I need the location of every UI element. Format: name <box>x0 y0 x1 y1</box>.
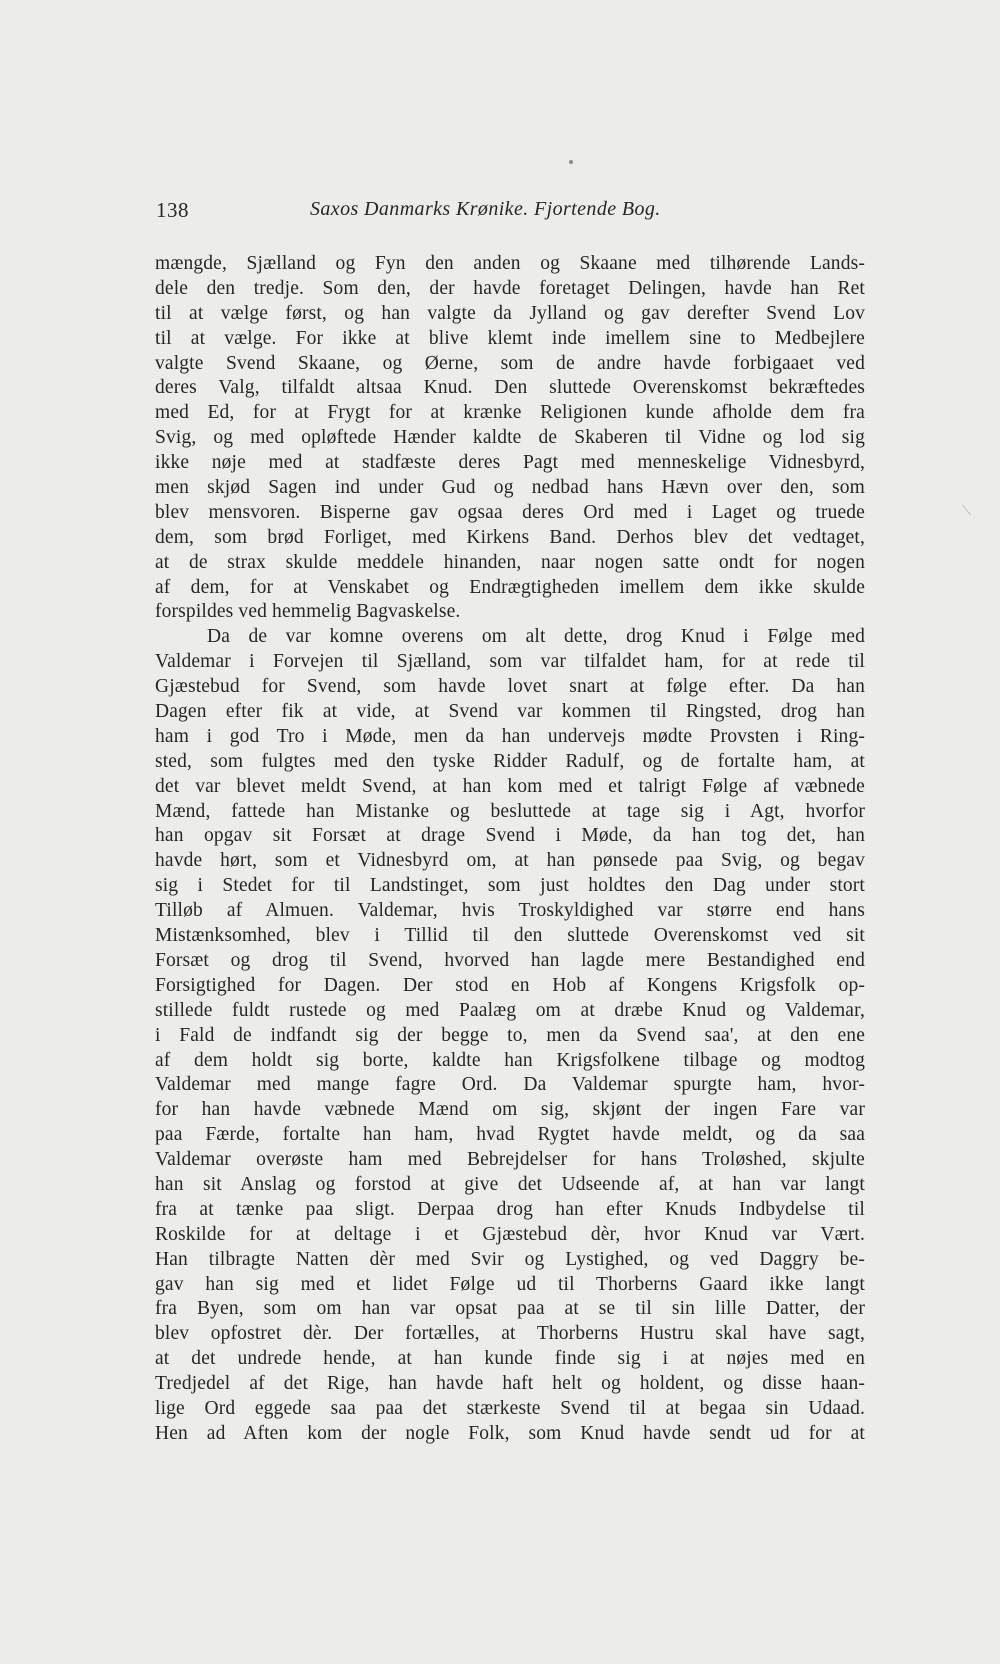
text-line: for han havde væbnede Mænd om sig, skjønt der ingen Fare var <box>155 1099 865 1121</box>
page-header <box>156 198 716 232</box>
paragraph-end-line: forspildes ved hemmelig Bagvaskelse. <box>155 601 461 623</box>
text-line: dele den tredje. Som den, der havde foretaget Delingen, havde han Ret <box>155 277 865 299</box>
text-line: at de strax skulde meddele hinanden, naar nogen satte ondt for nogen <box>155 551 865 573</box>
text-line: Mænd, fattede han Mistanke og besluttede at tage sig i Agt, hvorfor <box>155 800 865 822</box>
text-line: Gjæstebud for Svend, som havde lovet snart at følge efter. Da han <box>155 676 865 698</box>
text-line: sig i Stedet for til Landstinget, som just holdtes den Dag under stort <box>155 875 865 897</box>
text-line: gav han sig med et lidet Følge ud til Thorberns Gaard ikke langt <box>155 1273 865 1295</box>
text-line: Valdemar med mange fagre Ord. Da Valdemar spurgte ham, hvor- <box>155 1074 865 1096</box>
text-line: Tilløb af Almuen. Valdemar, hvis Troskyldighed var større end hans <box>155 900 865 922</box>
text-line: til at vælge først, og han valgte da Jylland og gav derefter Svend Lov <box>155 302 865 324</box>
text-line: Valdemar i Forvejen til Sjælland, som var tilfaldet ham, for at rede til <box>155 651 865 673</box>
text-line: lige Ord eggede saa paa det stærkeste Svend til at begaa sin Udaad. <box>155 1397 865 1419</box>
text-line: deres Valg, tilfaldt altsaa Knud. Den sluttede Overenskomst bekræftedes <box>155 377 865 399</box>
text-line: Forsigtighed for Dagen. Der stod en Hob af Kongens Krigsfolk op- <box>155 974 865 996</box>
text-line: valgte Svend Skaane, og Øerne, som de andre havde forbigaaet ved <box>155 352 865 374</box>
running-head: Saxos Danmarks Krønike. Fjortende Bog. <box>310 198 661 220</box>
text-line: Forsæt og drog til Svend, hvorved han lagde mere Bestandighed end <box>155 949 865 971</box>
text-line: det var blevet meldt Svend, at han kom med et talrigt Følge af væbnede <box>155 775 865 797</box>
text-line: havde hørt, som et Vidnesbyrd om, at han pønsede paa Svig, og begav <box>155 850 865 872</box>
text-line: med Ed, for at Frygt for at krænke Religionen kunde afholde dem fra <box>155 402 865 424</box>
text-line: fra at tænke paa sligt. Derpaa drog han efter Knuds Indbydelse til <box>155 1198 865 1220</box>
page-number: 138 <box>156 198 189 222</box>
text-line: Roskilde for at deltage i et Gjæstebud dèr, hvor Knud var Vært. <box>155 1223 865 1245</box>
text-line: dem, som brød Forliget, med Kirkens Band. Derhos blev det vedtaget, <box>155 526 865 548</box>
text-line: Hen ad Aften kom der nogle Folk, som Knud havde sendt ud for at <box>155 1422 865 1444</box>
text-line: Mistænksomhed, blev i Tillid til den sluttede Overenskomst ved sit <box>155 925 865 947</box>
text-line: Dagen efter fik at vide, at Svend var kommen til Ringsted, drog han <box>155 701 865 723</box>
text-line: mængde, Sjælland og Fyn den anden og Skaane med tilhørende Lands- <box>155 253 865 274</box>
text-line: til at vælge. For ikke at blive klemt inde imellem sine to Medbejlere <box>155 327 865 349</box>
ink-speck <box>569 160 573 164</box>
text-line: fra Byen, som om han var opsat paa at se til sin lille Datter, der <box>155 1298 865 1320</box>
text-line: blev opfostret dèr. Der fortælles, at Thorberns Hustru skal have sagt, <box>155 1323 865 1345</box>
text-line: Svig, og med opløftede Hænder kaldte de Skaberen til Vidne og lod sig <box>155 427 865 449</box>
text-line: i Fald de indfandt sig der begge to, men da Svend saa', at den ene <box>155 1024 865 1046</box>
text-line: af dem, for at Venskabet og Endrægtigheden imellem dem ikke skulde <box>155 576 865 598</box>
text-line: blev mensvoren. Bisperne gav ogsaa deres Ord med i Laget og truede <box>155 501 865 523</box>
text-line: ikke nøje med at stadfæste deres Pagt med menneskelige Vidnesbyrd, <box>155 452 865 474</box>
text-line: han sit Anslag og forstod at give det Udseende af, at han var langt <box>155 1173 865 1195</box>
margin-pencil-mark <box>954 505 971 515</box>
text-line: sted, som fulgtes med den tyske Ridder Radulf, og de fortalte ham, at <box>155 750 865 772</box>
text-line: at det undrede hende, at han kunde finde sig i at nøjes med en <box>155 1348 865 1370</box>
text-line: Valdemar overøste ham med Bebrejdelser for hans Troløshed, skjulte <box>155 1149 865 1171</box>
text-line: Han tilbragte Natten dèr med Svir og Lystighed, og ved Daggry be- <box>155 1248 865 1270</box>
text-line: men skjød Sagen ind under Gud og nedbad hans Hævn over den, som <box>155 477 865 499</box>
paragraph-start-line: Da de var komne overens om alt dette, drog Knud i Følge med <box>207 626 865 648</box>
text-line: han opgav sit Forsæt at drage Svend i Møde, da han tog det, han <box>155 825 865 847</box>
text-line: af dem holdt sig borte, kaldte han Krigsfolkene tilbage og modtog <box>155 1049 865 1071</box>
text-line: stillede fuldt rustede og med Paalæg om at dræbe Knud og Valdemar, <box>155 999 865 1021</box>
body-text <box>155 252 865 1447</box>
text-line: Tredjedel af det Rige, han havde haft helt og holdent, og disse haan- <box>155 1373 865 1395</box>
text-line: ham i god Tro i Møde, men da han undervejs mødte Provsten i Ring- <box>155 725 865 747</box>
text-line: paa Færde, fortalte han ham, hvad Rygtet havde meldt, og da saa <box>155 1124 865 1146</box>
